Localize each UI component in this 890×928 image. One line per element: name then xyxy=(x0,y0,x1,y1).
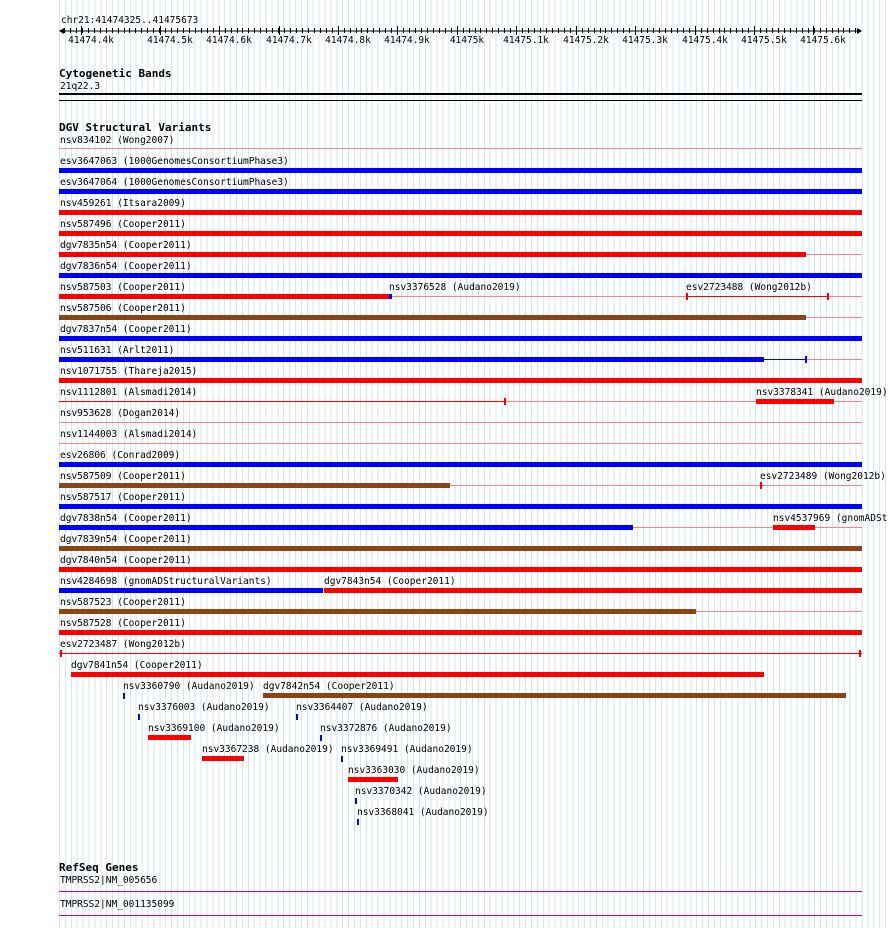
ruler-minor-tick xyxy=(147,28,148,33)
ruler-minor-tick xyxy=(320,28,321,33)
ruler-minor-tick xyxy=(195,28,196,33)
variant-label[interactable]: nsv587506 (Cooper2011) xyxy=(60,303,186,314)
ruler-minor-tick xyxy=(576,28,577,33)
variant-label[interactable]: nsv3369100 (Audano2019) xyxy=(148,723,280,734)
ruler-minor-tick xyxy=(695,28,696,33)
variant-label[interactable]: nsv3360790 (Audano2019) xyxy=(123,681,255,692)
ruler-minor-tick xyxy=(290,28,291,33)
track-divider xyxy=(59,100,862,101)
ruler-minor-tick xyxy=(707,28,708,33)
ruler-minor-tick xyxy=(338,28,339,33)
cytoband-track-title[interactable]: Cytogenetic Bands xyxy=(59,67,172,80)
variant-bar[interactable] xyxy=(348,777,398,782)
ruler-minor-tick xyxy=(302,28,303,33)
refseq-track-title[interactable]: RefSeq Genes xyxy=(59,861,139,874)
ruler-tick-label: 41474.6k xyxy=(206,35,252,46)
ruler-minor-tick xyxy=(546,28,547,33)
variant-bar[interactable] xyxy=(59,168,862,173)
ruler-minor-tick xyxy=(427,28,428,33)
variant-bar[interactable] xyxy=(59,630,862,635)
ruler-minor-tick xyxy=(332,28,333,33)
ruler-minor-tick xyxy=(308,28,309,33)
ruler-minor-tick xyxy=(361,28,362,33)
ruler-minor-tick xyxy=(356,28,357,33)
ruler-minor-tick xyxy=(772,28,773,33)
ruler-minor-tick xyxy=(409,28,410,33)
ruler-tick-label: 41474.9k xyxy=(384,35,430,46)
ruler-tick-label: 41474.7k xyxy=(266,35,312,46)
variant-label[interactable]: nsv3372876 (Audano2019) xyxy=(320,723,452,734)
variant-bar[interactable] xyxy=(59,273,862,278)
ruler-minor-tick xyxy=(94,28,95,33)
ruler-minor-tick xyxy=(242,28,243,33)
ruler-minor-tick xyxy=(760,28,761,33)
ruler-minor-tick xyxy=(683,28,684,33)
ruler-minor-tick xyxy=(588,28,589,33)
ruler-minor-tick xyxy=(254,28,255,33)
variant-bar[interactable] xyxy=(773,525,815,530)
variant-end-cap[interactable] xyxy=(827,293,829,300)
ruler-minor-tick xyxy=(635,28,636,33)
ruler-minor-tick xyxy=(153,28,154,33)
ruler-minor-tick xyxy=(826,28,827,33)
variant-bar[interactable] xyxy=(756,399,834,404)
ruler-minor-tick xyxy=(433,28,434,33)
ruler-minor-tick xyxy=(736,28,737,33)
variant-bar[interactable] xyxy=(59,252,806,257)
variant-bar[interactable] xyxy=(59,609,696,614)
ruler-minor-tick xyxy=(510,28,511,33)
cytoband-label[interactable]: 21q22.3 xyxy=(60,81,101,92)
ruler-minor-tick xyxy=(802,28,803,33)
ruler-tick-label: 41475.6k xyxy=(800,35,846,46)
ruler-minor-tick xyxy=(849,28,850,33)
ruler-minor-tick xyxy=(516,28,517,33)
ruler-minor-tick xyxy=(64,28,65,33)
variant-bar[interactable] xyxy=(59,336,862,341)
ruler-major-tick xyxy=(160,26,161,35)
ruler-tick-label: 41474.5k xyxy=(147,35,193,46)
ruler-minor-tick xyxy=(213,28,214,33)
ruler-minor-tick xyxy=(629,28,630,33)
ruler-tick-label: 41475.1k xyxy=(503,35,549,46)
ruler-minor-tick xyxy=(605,28,606,33)
ruler-minor-tick xyxy=(778,28,779,33)
ruler-minor-tick xyxy=(463,28,464,33)
insertion-marker[interactable] xyxy=(123,693,125,699)
ruler-minor-tick xyxy=(266,28,267,33)
ruler-minor-tick xyxy=(719,28,720,33)
variant-label[interactable]: esv26806 (Conrad2009) xyxy=(60,450,181,461)
ruler-minor-tick xyxy=(832,28,833,33)
gene-line[interactable] xyxy=(59,915,862,916)
ruler-minor-tick xyxy=(237,28,238,33)
ruler-minor-tick xyxy=(641,28,642,33)
dgv-track-title[interactable]: DGV Structural Variants xyxy=(59,121,212,134)
ruler-minor-tick xyxy=(808,28,809,33)
ruler-minor-tick xyxy=(272,28,273,33)
insertion-marker[interactable] xyxy=(138,714,140,720)
insertion-marker[interactable] xyxy=(341,756,343,762)
ruler-minor-tick xyxy=(231,28,232,33)
gene-line[interactable] xyxy=(59,891,862,892)
variant-end-cap[interactable] xyxy=(504,398,506,405)
ruler-minor-tick xyxy=(552,28,553,33)
ruler-tick-label: 41475.2k xyxy=(563,35,609,46)
variant-end-cap[interactable] xyxy=(686,293,688,300)
ruler-minor-tick xyxy=(118,28,119,33)
ruler-minor-tick xyxy=(594,28,595,33)
row-separator xyxy=(59,148,862,149)
ruler-minor-tick xyxy=(207,28,208,33)
ruler-minor-tick xyxy=(201,28,202,33)
variant-label[interactable]: nsv587496 (Cooper2011) xyxy=(60,219,186,230)
ruler-minor-tick xyxy=(225,28,226,33)
variant-bar[interactable] xyxy=(71,672,764,677)
ruler-minor-tick xyxy=(129,28,130,33)
ruler-minor-tick xyxy=(397,28,398,33)
variant-label[interactable]: dgv7835n54 (Cooper2011) xyxy=(60,240,192,251)
ruler-minor-tick xyxy=(540,28,541,33)
gene-label[interactable]: TMPRSS2|NM_005656 xyxy=(60,875,158,886)
variant-label[interactable]: nsv3376528 (Audano2019) xyxy=(389,282,521,293)
variant-label[interactable]: nsv3363030 (Audano2019) xyxy=(348,765,480,776)
variant-label[interactable]: dgv7836n54 (Cooper2011) xyxy=(60,261,192,272)
ruler-minor-tick xyxy=(379,28,380,33)
variant-bar[interactable] xyxy=(59,378,862,383)
ruler-minor-tick xyxy=(653,28,654,33)
ruler-minor-tick xyxy=(766,28,767,33)
ruler-minor-tick xyxy=(724,28,725,33)
ruler-minor-tick xyxy=(88,28,89,33)
ruler-minor-tick xyxy=(445,28,446,33)
variant-bar[interactable] xyxy=(202,756,244,761)
variant-label[interactable]: nsv3368041 (Audano2019) xyxy=(357,807,489,818)
variant-label[interactable]: esv2723488 (Wong2012b) xyxy=(686,282,812,293)
variant-bar[interactable] xyxy=(148,735,191,740)
variant-label[interactable]: dgv7842n54 (Cooper2011) xyxy=(263,681,395,692)
ruler-minor-tick xyxy=(165,28,166,33)
variant-label[interactable]: dgv7838n54 (Cooper2011) xyxy=(60,513,192,524)
variant-bar[interactable] xyxy=(389,294,392,299)
ruler-minor-tick xyxy=(522,28,523,33)
ruler-position-label: chr21:41474325..41475673 xyxy=(61,15,199,26)
ruler-minor-tick xyxy=(159,28,160,33)
ruler-minor-tick xyxy=(796,28,797,33)
ruler-minor-tick xyxy=(558,28,559,33)
ruler-minor-tick xyxy=(135,28,136,33)
variant-label[interactable]: nsv3376003 (Audano2019) xyxy=(138,702,270,713)
ruler-minor-tick xyxy=(350,28,351,33)
ruler-minor-tick xyxy=(219,28,220,33)
ruler-tick-label: 41475k xyxy=(449,35,485,46)
variant-label[interactable]: nsv1144003 (Alsmadi2014) xyxy=(60,429,198,440)
variant-bar[interactable] xyxy=(59,567,862,572)
ruler-minor-tick xyxy=(469,28,470,33)
arrow-right-icon xyxy=(857,28,862,34)
variant-label[interactable]: dgv7843n54 (Cooper2011) xyxy=(324,576,456,587)
ruler-minor-tick xyxy=(855,28,856,33)
variant-end-cap[interactable] xyxy=(805,356,807,363)
ruler-minor-tick xyxy=(100,28,101,33)
ruler-minor-tick xyxy=(790,28,791,33)
insertion-marker[interactable] xyxy=(355,798,357,804)
variant-label[interactable]: nsv3367238 (Audano2019) xyxy=(202,744,334,755)
ruler-minor-tick xyxy=(373,28,374,33)
ruler-minor-tick xyxy=(124,28,125,33)
variant-end-cap[interactable] xyxy=(60,650,62,657)
ruler-minor-tick xyxy=(106,28,107,33)
ruler-minor-tick xyxy=(70,28,71,33)
ruler-minor-tick xyxy=(600,28,601,33)
variant-label[interactable]: nsv4537969 (gnomADSt xyxy=(773,513,888,524)
variant-label[interactable]: nsv511631 (Arlt2011) xyxy=(60,345,175,356)
gene-label[interactable]: TMPRSS2|NM_001135099 xyxy=(60,899,175,910)
ruler-minor-tick xyxy=(415,28,416,33)
ruler-tick-label: 41474.8k xyxy=(325,35,371,46)
variant-end-cap[interactable] xyxy=(760,482,762,489)
ruler-minor-tick xyxy=(314,28,315,33)
variant-bar[interactable] xyxy=(263,693,846,698)
variant-label[interactable]: esv3647064 (1000GenomesConsortiumPhase3) xyxy=(60,177,289,188)
ruler-minor-tick xyxy=(189,28,190,33)
ruler-minor-tick xyxy=(671,28,672,33)
variant-label[interactable]: nsv587503 (Cooper2011) xyxy=(60,282,186,293)
variant-bar[interactable] xyxy=(324,588,862,593)
ruler-minor-tick xyxy=(486,28,487,33)
ruler-minor-tick xyxy=(701,28,702,33)
variant-bar[interactable] xyxy=(59,462,862,467)
variant-bar[interactable] xyxy=(59,546,862,551)
variant-thin-line[interactable] xyxy=(59,401,505,402)
ruler-minor-tick xyxy=(754,28,755,33)
ruler-minor-tick xyxy=(385,28,386,33)
ruler-minor-tick xyxy=(689,28,690,33)
insertion-marker[interactable] xyxy=(296,714,298,720)
variant-label[interactable]: nsv3370342 (Audano2019) xyxy=(355,786,487,797)
ruler-minor-tick xyxy=(623,28,624,33)
variant-bar[interactable] xyxy=(59,231,862,236)
ruler-minor-tick xyxy=(528,28,529,33)
variant-bar[interactable] xyxy=(59,189,862,194)
variant-thin-line[interactable] xyxy=(764,359,806,360)
ruler-minor-tick xyxy=(171,28,172,33)
ruler-minor-tick xyxy=(665,28,666,33)
ruler-tick-label: 41474.4k xyxy=(68,35,114,46)
ruler-minor-tick xyxy=(326,28,327,33)
variant-label[interactable]: nsv3369491 (Audano2019) xyxy=(341,744,473,755)
variant-end-cap[interactable] xyxy=(859,650,861,657)
ruler-minor-tick xyxy=(814,28,815,33)
ruler-minor-tick xyxy=(647,28,648,33)
variant-label[interactable]: nsv587528 (Cooper2011) xyxy=(60,618,186,629)
variant-label[interactable]: dgv7837n54 (Cooper2011) xyxy=(60,324,192,335)
ruler-minor-tick xyxy=(480,28,481,33)
ruler-minor-tick xyxy=(564,28,565,33)
variant-bar[interactable] xyxy=(59,504,862,509)
ruler-tick-label: 41475.5k xyxy=(741,35,787,46)
ruler-minor-tick xyxy=(492,28,493,33)
ruler-minor-tick xyxy=(534,28,535,33)
ruler-minor-tick xyxy=(344,28,345,33)
variant-label[interactable]: nsv459261 (Itsara2009) xyxy=(60,198,186,209)
variant-label[interactable]: nsv1112801 (Alsmadi2014) xyxy=(60,387,198,398)
ruler-minor-tick xyxy=(784,28,785,33)
insertion-marker[interactable] xyxy=(320,735,322,741)
variant-label[interactable]: nsv587517 (Cooper2011) xyxy=(60,492,186,503)
ruler-minor-tick xyxy=(582,28,583,33)
ruler-minor-tick xyxy=(570,28,571,33)
ruler-minor-tick xyxy=(457,28,458,33)
variant-bar[interactable] xyxy=(59,357,764,362)
variant-label[interactable]: nsv953628 (Dogan2014) xyxy=(60,408,181,419)
variant-thin-line[interactable] xyxy=(59,653,862,654)
ruler-minor-tick xyxy=(421,28,422,33)
ruler-minor-tick xyxy=(843,28,844,33)
ruler-minor-tick xyxy=(183,28,184,33)
ruler-minor-tick xyxy=(367,28,368,33)
variant-label[interactable]: nsv587523 (Cooper2011) xyxy=(60,597,186,608)
ruler-minor-tick xyxy=(659,28,660,33)
variant-bar[interactable] xyxy=(59,525,633,530)
ruler-minor-tick xyxy=(504,28,505,33)
ruler-minor-tick xyxy=(112,28,113,33)
variant-label[interactable]: dgv7840n54 (Cooper2011) xyxy=(60,555,192,566)
ruler-minor-tick xyxy=(820,28,821,33)
ruler-minor-tick xyxy=(391,28,392,33)
variant-label[interactable]: dgv7841n54 (Cooper2011) xyxy=(71,660,203,671)
variant-bar[interactable] xyxy=(59,483,450,488)
ruler-minor-tick xyxy=(451,28,452,33)
ruler-minor-tick xyxy=(403,28,404,33)
ruler-minor-tick xyxy=(475,28,476,33)
row-separator xyxy=(59,443,862,444)
variant-bar[interactable] xyxy=(59,210,862,215)
ruler-minor-tick xyxy=(76,28,77,33)
ruler-minor-tick xyxy=(742,28,743,33)
ruler-minor-tick xyxy=(677,28,678,33)
ruler-minor-tick xyxy=(177,28,178,33)
left-margin xyxy=(0,0,59,928)
variant-bar[interactable] xyxy=(59,588,323,593)
insertion-marker[interactable] xyxy=(357,819,359,825)
variant-thin-line[interactable] xyxy=(686,296,828,297)
variant-bar[interactable] xyxy=(59,315,806,320)
variant-label[interactable]: nsv1071755 (Thareja2015) xyxy=(60,366,198,377)
ruler-minor-tick xyxy=(141,28,142,33)
ruler-minor-tick xyxy=(284,28,285,33)
ruler-minor-tick xyxy=(248,28,249,33)
variant-label[interactable]: nsv4284698 (gnomADStructuralVariants) xyxy=(60,576,272,587)
variant-label[interactable]: nsv834102 (Wong2007) xyxy=(60,135,175,146)
ruler-minor-tick xyxy=(260,28,261,33)
variant-label[interactable]: esv2723487 (Wong2012b) xyxy=(60,639,186,650)
ruler-minor-tick xyxy=(748,28,749,33)
ruler-minor-tick xyxy=(82,28,83,33)
ruler-major-tick xyxy=(279,26,280,35)
ruler-minor-tick xyxy=(838,28,839,33)
variant-label[interactable]: esv2723489 (Wong2012b) xyxy=(760,471,886,482)
variant-bar[interactable] xyxy=(59,294,389,299)
variant-label[interactable]: dgv7839n54 (Cooper2011) xyxy=(60,534,192,545)
row-separator xyxy=(59,422,862,423)
ruler-minor-tick xyxy=(296,28,297,33)
ruler-tick-label: 41475.4k xyxy=(682,35,728,46)
variant-label[interactable]: nsv587509 (Cooper2011) xyxy=(60,471,186,482)
ruler-minor-tick xyxy=(439,28,440,33)
ruler-minor-tick xyxy=(713,28,714,33)
ruler-minor-tick xyxy=(730,28,731,33)
variant-label[interactable]: esv3647063 (1000GenomesConsortiumPhase3) xyxy=(60,156,289,167)
ruler-tick-label: 41475.3k xyxy=(622,35,668,46)
ruler-minor-tick xyxy=(611,28,612,33)
variant-label[interactable]: nsv3364407 (Audano2019) xyxy=(296,702,428,713)
ruler-minor-tick xyxy=(617,28,618,33)
variant-label[interactable]: nsv3378341 (Audano2019) xyxy=(756,387,888,398)
ruler-minor-tick xyxy=(278,28,279,33)
ruler-minor-tick xyxy=(498,28,499,33)
cytoband-band[interactable] xyxy=(59,93,862,95)
